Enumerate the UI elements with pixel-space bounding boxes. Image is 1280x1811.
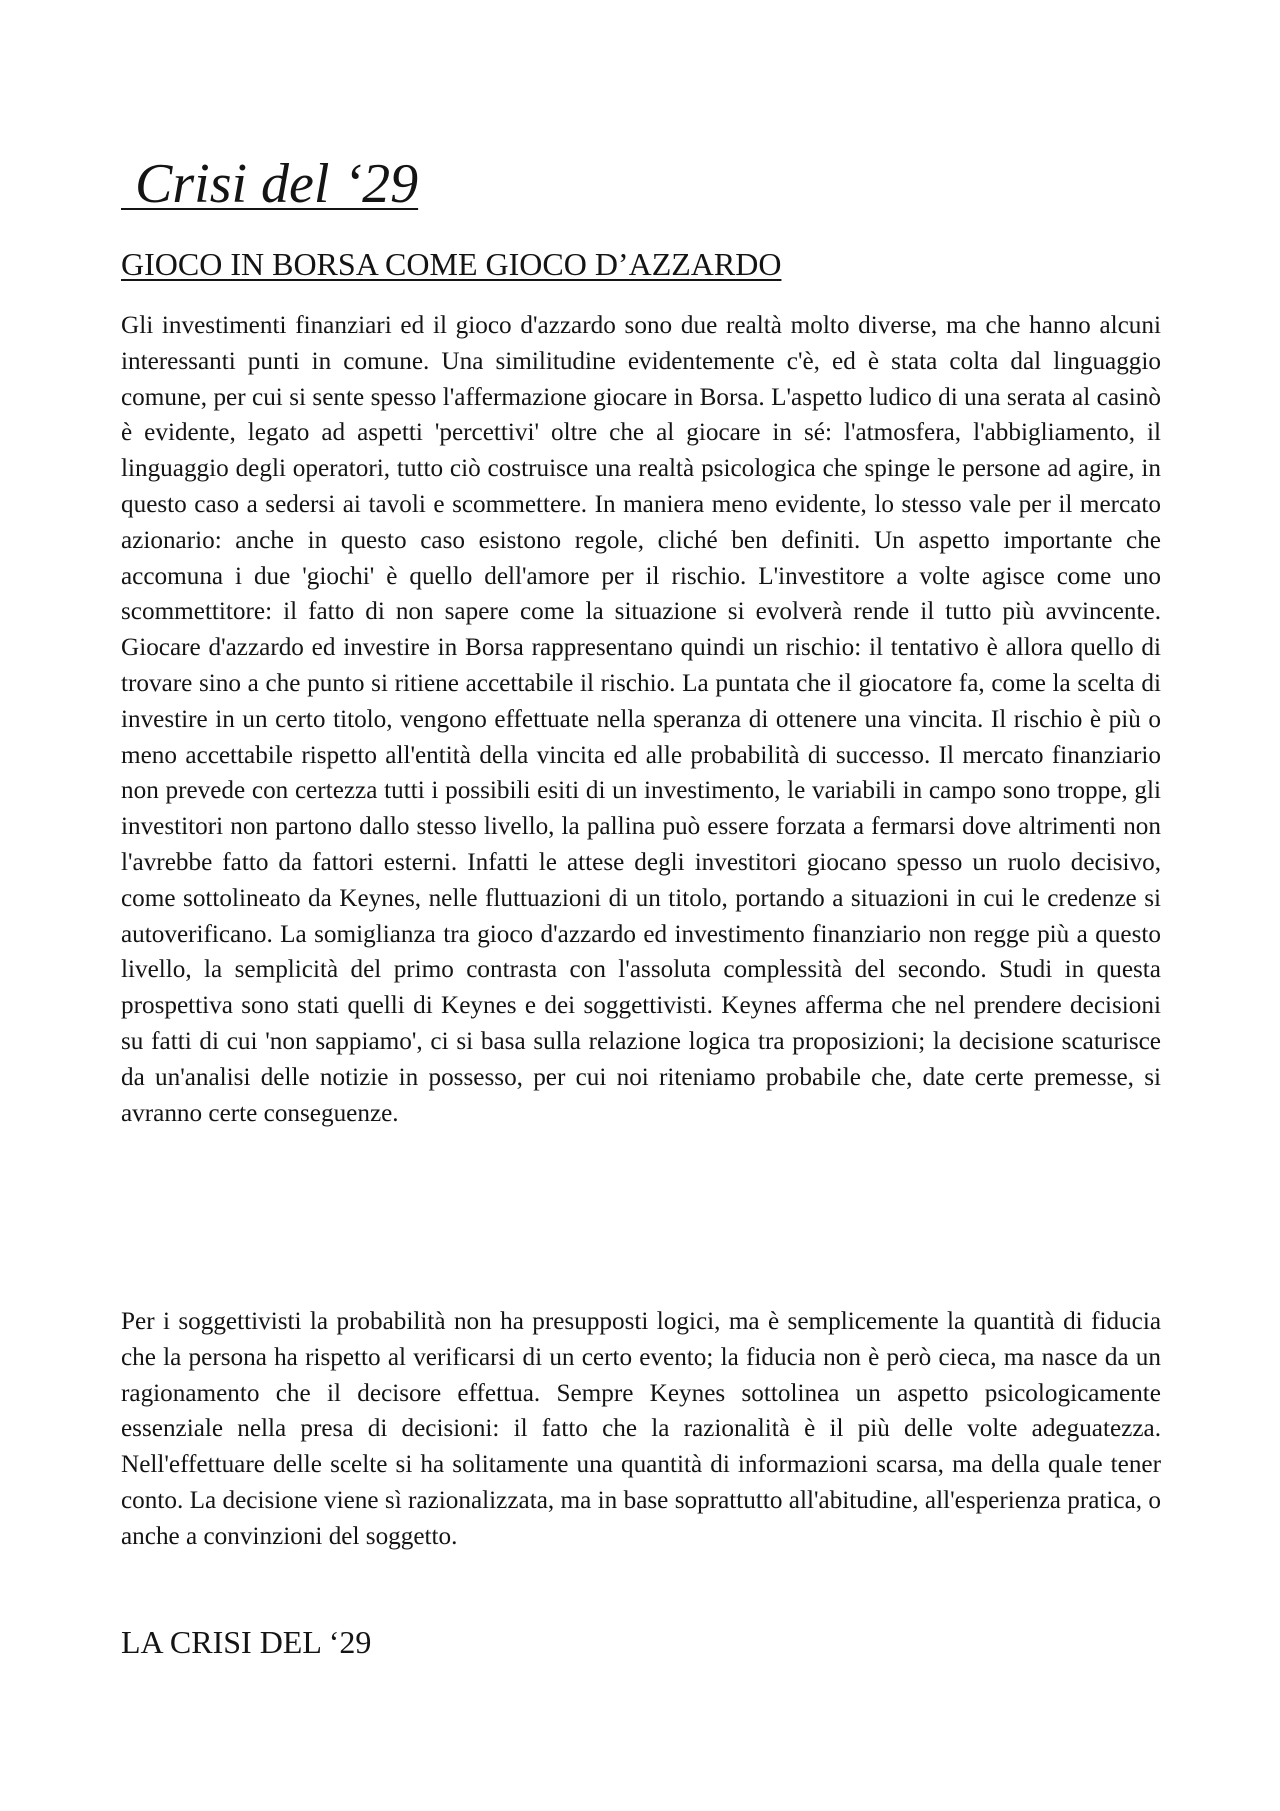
section-heading-gioco-in-borsa: GIOCO IN BORSA COME GIOCO D’AZZARDO (121, 246, 782, 282)
section-heading-crisi-del-29: LA CRISI DEL ‘29 (121, 1624, 372, 1660)
paragraph-gioco-in-borsa: Gli investimenti finanziari ed il gioco d'azzardo sono due realtà molto diverse, ma che hanno alcuni interessanti punti in comune. Una similitudine evidentemente c'è, ed è stata colta dal linguaggio comune, per cui si sente spesso l'affermazione giocare in Borsa. L'aspetto ludico di una serata al casinò è evidente, legato ad aspetti 'percettivi' oltre che al giocare in sé: l'atmosfera, l'abbigliamento, il linguaggio degli operatori, tutto ciò costruisce una realtà psicologica che spinge le persone ad agire, in questo caso a sedersi ai tavoli e scommettere. In maniera meno evidente, lo stesso vale per il mercato azionario: anche in questo caso esistono regole, cliché ben definiti. Un aspetto importante che accomuna i due 'giochi' è quello dell'amore per il rischio. L'investitore a volte agisce come uno scommettitore: il fatto di non sapere come la situazione si evolverà rende il tutto più avvincente. Giocare d'azzardo ed investire in Borsa rappresentano quindi un rischio: il tentativo è allora quello di trovare sino a che punto si ritiene accettabile il rischio. La puntata che il giocatore fa, come la scelta di investire in un certo titolo, vengono effettuate nella speranza di ottenere una vincita. Il rischio è più o meno accettabile rispetto all'entità della vincita ed alle probabilità di successo. Il mercato finanziario non prevede con certezza tutti i possibili esiti di un investimento, le variabili in campo sono troppe, gli investitori non partono dallo stesso livello, la pallina può essere forzata a fermarsi dove altrimenti non l'avrebbe fatto da fattori esterni. Infatti le attese degli investitori giocano spesso un ruolo decisivo, come sottolineato da Keynes, nelle fluttuazioni di un titolo, portando a situazioni in cui le credenze si autoverificano. La somiglianza tra gioco d'azzardo ed investimento finanziario non regge più a questo livello, la semplicità del primo contrasta con l'assoluta complessità del secondo. Studi in questa prospettiva sono stati quelli di Keynes e dei soggettivisti. Keynes afferma che nel prendere decisioni su fatti di cui 'non sappiamo', ci si basa sulla relazione logica tra proposizioni; la decisione scaturisce da un'analisi delle notizie in possesso, per cui noi riteniamo probabile che, date certe premesse, si avranno certe conseguenze. (121, 312, 1161, 1127)
paragraph-soggettivisti: Per i soggettivisti la probabilità non ha presupposti logici, ma è semplicemente la quantità di fiducia che la persona ha rispetto al verificarsi di un certo evento; la fiducia non è però cieca, ma nasce da un ragionamento che il decisore effettua. Sempre Keynes sottolinea un aspetto psicologicamente essenziale nella presa di decisioni: il fatto che la razionalità è il più delle volte adeguatezza. Nell'effettuare delle scelte si ha solitamente una quantità di informazioni scarsa, ma della quale tener conto. La decisione viene sì razionalizzata, ma in base soprattutto all'abitudine, all'esperienza pratica, o anche a convinzioni del soggetto. (121, 1308, 1161, 1550)
page-title: Crisi del ‘29 (121, 153, 419, 215)
